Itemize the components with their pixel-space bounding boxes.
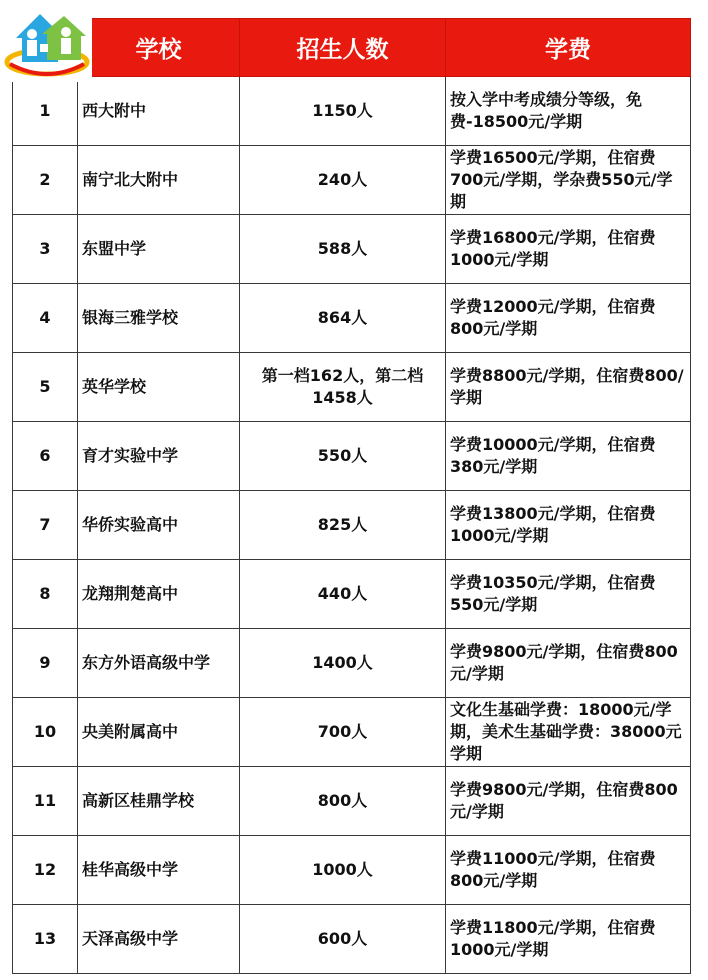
school-name: 东盟中学 — [78, 215, 240, 284]
table-row — [13, 698, 691, 767]
school-name: 南宁北大附中 — [78, 146, 240, 215]
row-index: 9 — [13, 629, 78, 698]
enrollment-count: 864人 — [240, 284, 446, 353]
fee-text: 学费16800元/学期，住宿费1000元/学期 — [446, 215, 691, 284]
row-index: 8 — [13, 560, 78, 629]
header-row — [13, 19, 691, 77]
table-row — [13, 215, 691, 284]
school-name: 桂华高级中学 — [78, 836, 240, 905]
row-index: 4 — [13, 284, 78, 353]
fee-text: 学费9800元/学期，住宿费800元/学期 — [446, 629, 691, 698]
enrollment-count: 825人 — [240, 491, 446, 560]
row-index: 1 — [13, 77, 78, 146]
enrollment-count: 1400人 — [240, 629, 446, 698]
row-index: 13 — [13, 905, 78, 974]
house-family-logo-icon — [2, 4, 92, 82]
table-row — [13, 767, 691, 836]
enrollment-count: 588人 — [240, 215, 446, 284]
fee-text: 学费13800元/学期，住宿费1000元/学期 — [446, 491, 691, 560]
row-index: 7 — [13, 491, 78, 560]
school-name: 高新区桂鼎学校 — [78, 767, 240, 836]
row-index: 11 — [13, 767, 78, 836]
school-name: 西大附中 — [78, 77, 240, 146]
enrollment-count: 240人 — [240, 146, 446, 215]
row-index: 12 — [13, 836, 78, 905]
table-row — [13, 560, 691, 629]
fee-text: 按入学中考成绩分等级，免费-18500元/学期 — [446, 77, 691, 146]
table-row — [13, 353, 691, 422]
school-table — [12, 18, 691, 974]
school-name: 龙翔荆楚高中 — [78, 560, 240, 629]
fee-text: 学费16500元/学期，住宿费700元/学期，学杂费550元/学期 — [446, 146, 691, 215]
enrollment-count: 第一档162人，第二档1458人 — [240, 353, 446, 422]
fee-text: 学费11000元/学期，住宿费800元/学期 — [446, 836, 691, 905]
table-row — [13, 146, 691, 215]
table-row — [13, 284, 691, 353]
enrollment-count: 800人 — [240, 767, 446, 836]
table-row — [13, 905, 691, 974]
fee-text: 文化生基础学费：18000元/学期，美术生基础学费：38000元学期 — [446, 698, 691, 767]
row-index: 10 — [13, 698, 78, 767]
enrollment-count: 700人 — [240, 698, 446, 767]
header-enrollment: 招生人数 — [240, 19, 446, 77]
fee-text: 学费8800元/学期，住宿费800/学期 — [446, 353, 691, 422]
row-index: 3 — [13, 215, 78, 284]
school-name: 育才实验中学 — [78, 422, 240, 491]
table-row — [13, 629, 691, 698]
row-index: 6 — [13, 422, 78, 491]
school-name: 华侨实验高中 — [78, 491, 240, 560]
header-fee: 学费 — [446, 19, 691, 77]
school-name: 英华学校 — [78, 353, 240, 422]
school-name: 东方外语高级中学 — [78, 629, 240, 698]
school-name: 天泽高级中学 — [78, 905, 240, 974]
fee-text: 学费10350元/学期，住宿费550元/学期 — [446, 560, 691, 629]
table-row — [13, 836, 691, 905]
enrollment-count: 440人 — [240, 560, 446, 629]
school-name: 央美附属高中 — [78, 698, 240, 767]
school-name: 银海三雅学校 — [78, 284, 240, 353]
fee-text: 学费10000元/学期，住宿费380元/学期 — [446, 422, 691, 491]
row-index: 5 — [13, 353, 78, 422]
fee-text: 学费12000元/学期，住宿费800元/学期 — [446, 284, 691, 353]
enrollment-count: 1150人 — [240, 77, 446, 146]
enrollment-count: 550人 — [240, 422, 446, 491]
enrollment-count: 1000人 — [240, 836, 446, 905]
table-row — [13, 77, 691, 146]
table-body — [13, 77, 691, 974]
row-index: 2 — [13, 146, 78, 215]
table-row — [13, 422, 691, 491]
table-row — [13, 491, 691, 560]
enrollment-count: 600人 — [240, 905, 446, 974]
fee-text: 学费11800元/学期，住宿费1000元/学期 — [446, 905, 691, 974]
header-school: 学校 — [78, 19, 240, 77]
fee-text: 学费9800元/学期，住宿费800元/学期 — [446, 767, 691, 836]
